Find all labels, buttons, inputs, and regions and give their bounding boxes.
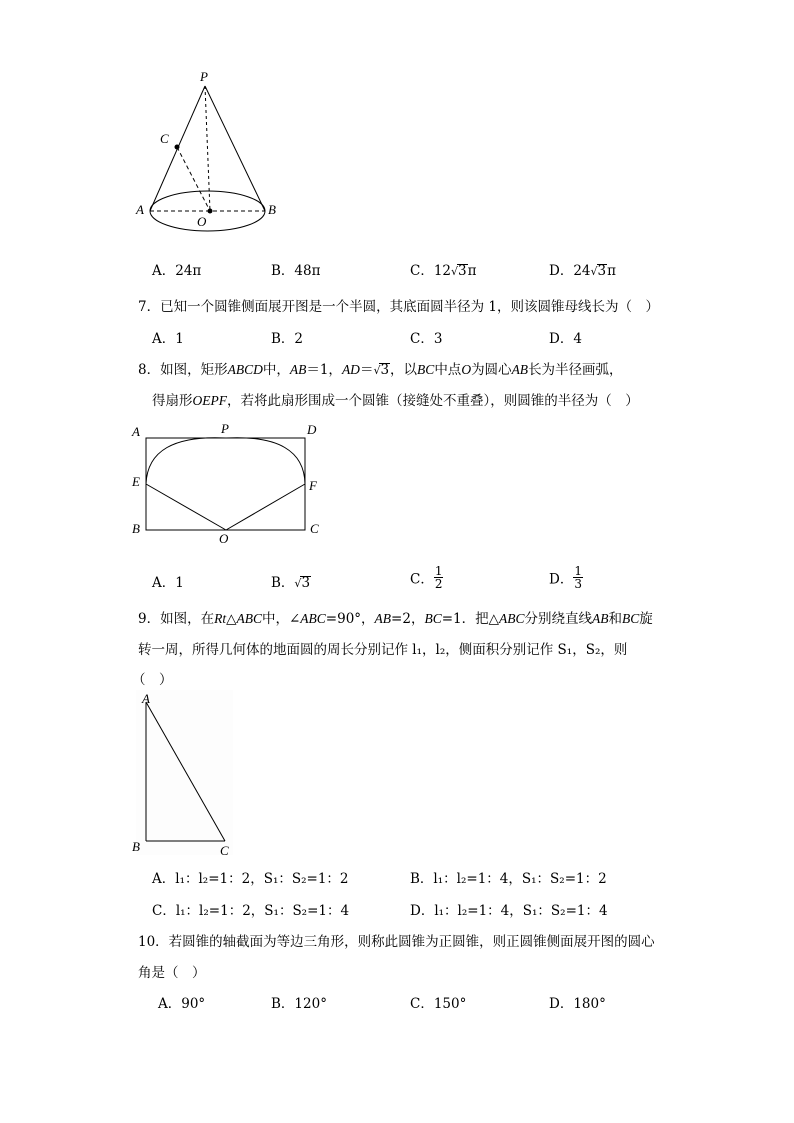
label-a: A: [142, 691, 150, 706]
q6-d-prefix: D．24: [549, 263, 591, 279]
point-o: [208, 209, 213, 214]
q9-option-a: A．l₁：l₂=1：2，S₁：S₂=1：2: [152, 871, 349, 887]
q8-d-num: 1: [574, 564, 582, 578]
q7-option-c: C．3: [410, 331, 443, 347]
q8-text: ABCD: [227, 362, 263, 377]
q9-text: 9．如图，在: [138, 611, 215, 627]
label-e: E: [132, 474, 140, 489]
q8-text: 中点: [434, 362, 462, 378]
q8-text: 为圆心: [471, 362, 512, 378]
label-p: P: [221, 421, 229, 436]
cone-right-edge: [205, 86, 265, 211]
q10-stem-line1: 10．若圆锥的轴截面为等边三角形，则称此圆锥为正圆锥，则正圆锥侧面展开图的圆心: [138, 934, 655, 950]
q8-stem-line1: 8．如图，矩形ABCD中，AB＝1，AD＝√3，以BC中点O为圆心AB长为半径画弧，: [138, 362, 623, 378]
q9-text: =2，: [391, 611, 425, 627]
q6-option-b: B．48π: [271, 263, 321, 279]
q9-text: Rt: [214, 611, 227, 626]
q8-text: OEPF: [192, 393, 227, 408]
q10-option-a: A．90°: [158, 996, 206, 1012]
cone-height-dashed: [205, 86, 210, 211]
q9-text: ABC: [499, 611, 525, 626]
q9-stem-line2: 转一周，所得几何体的地面圆的周长分别记作 l₁，l₂，侧面积分别记作 S₁，S₂，则: [138, 642, 628, 658]
q8-text: 得扇形: [152, 393, 193, 409]
label-p: P: [200, 69, 208, 84]
q10-option-c: C．150°: [410, 996, 467, 1012]
cone-base-back: [150, 191, 265, 211]
q9-stem-line3: （ ）: [132, 672, 173, 688]
q8-d-den: 3: [574, 577, 582, 591]
segment-of: [226, 484, 305, 530]
q8-c-fraction: [434, 565, 444, 590]
q7-option-b: B．2: [271, 331, 304, 347]
q8-option-d: [549, 565, 583, 590]
rectangle-abcd: [146, 438, 305, 530]
q9-text: AB: [592, 611, 609, 626]
q9-text: 分别绕直线: [524, 611, 593, 627]
q9-text: 中，∠: [261, 611, 301, 627]
q7-stem: 7．已知一个圆锥侧面展开图是一个半圆，其底面圆半径为 1，则该圆锥母线长为（ ）: [138, 299, 659, 315]
point-c: [175, 145, 180, 150]
q6-option-a: A．24π: [152, 263, 202, 279]
q9-text: ABC: [300, 611, 326, 626]
q8-b-prefix: B．: [271, 575, 295, 591]
q8-c-den: 2: [434, 577, 443, 591]
q6-c-rad: 3: [458, 263, 467, 279]
label-f: F: [309, 478, 317, 493]
q8-text: ＝: [359, 362, 374, 378]
q8-text: AD: [341, 362, 360, 377]
label-b: B: [132, 839, 140, 854]
cone-base-front: [150, 211, 265, 231]
label-b: B: [132, 521, 140, 536]
q9-stem-line1: [138, 607, 653, 627]
q8-text: AB: [289, 362, 307, 377]
q10-option-b: B．120°: [271, 996, 327, 1012]
q8-text: ，以: [390, 362, 418, 378]
q6-c-suffix: π: [467, 263, 477, 279]
q6-option-c: C．12√3π: [410, 263, 477, 279]
label-c: C: [310, 521, 319, 536]
q8-text: ，若将此扇形围成一个圆锥（接缝处不重叠），则圆锥的半径为（ ）: [227, 393, 639, 409]
q8-text: BC: [417, 362, 435, 377]
q8-stem-line2: [152, 389, 639, 409]
q8-text: 长为半径画弧，: [528, 362, 623, 378]
label-a: A: [136, 202, 144, 217]
q8-option-a: A．1: [152, 575, 184, 591]
q8-d-prefix: D．: [549, 571, 574, 588]
q6-c-prefix: C．12: [410, 263, 452, 279]
cone-figure: [130, 68, 290, 238]
label-o: O: [197, 214, 207, 229]
q8-text: 中，: [262, 362, 290, 378]
q8-c-prefix: C．: [410, 571, 434, 588]
q6-d-suffix: π: [607, 263, 616, 279]
q9-text: BC: [622, 611, 640, 626]
q7-option-d: D．4: [549, 331, 582, 347]
q9-option-c: C．l₁：l₂=1：2，S₁：S₂=1：4: [152, 903, 350, 919]
q8-b-rad: 3: [301, 575, 311, 591]
q9-option-d: D．l₁：l₂=1：4，S₁：S₂=1：4: [410, 903, 608, 919]
q10-stem-line2: 角是（ ）: [138, 965, 206, 981]
q9-text: ABC: [236, 611, 262, 626]
q9-text: =1．把△: [441, 611, 500, 627]
label-c: C: [160, 131, 169, 146]
cone-co-dashed: [177, 147, 210, 211]
label-d: D: [307, 422, 317, 437]
q8-c-num: 1: [434, 564, 443, 578]
q9-text: 和: [608, 611, 623, 627]
q6-option-d: D．24√3π: [549, 263, 616, 279]
q8-option-b: B．√3: [271, 575, 311, 591]
q9-text: △: [226, 611, 237, 627]
q8-sqrt: 3: [380, 362, 390, 378]
q8-text: AB: [511, 362, 529, 377]
q8-text: O: [461, 362, 472, 377]
q8-option-c: [410, 565, 443, 590]
label-o: O: [219, 531, 229, 546]
label-c: C: [220, 843, 229, 858]
label-b: B: [268, 202, 276, 217]
q9-text: AB: [374, 611, 392, 626]
q8-d-fraction: [573, 565, 583, 590]
rectangle-sector-figure: [128, 420, 328, 550]
right-triangle-figure: [128, 688, 248, 860]
q9-text: =90°，: [325, 611, 375, 627]
q8-text: ＝1，: [306, 362, 342, 378]
sector-arc: [146, 438, 305, 484]
q6-d-rad: 3: [597, 263, 607, 279]
q9-option-b: B．l₁：l₂=1：4，S₁：S₂=1：2: [410, 871, 607, 887]
q10-option-d: D．180°: [549, 996, 606, 1012]
q9-text: 旋: [639, 611, 653, 627]
segment-oe: [146, 484, 226, 530]
label-a: A: [132, 424, 140, 439]
q8-text: 8．如图，矩形: [138, 362, 228, 378]
q7-option-a: A．1: [152, 331, 184, 347]
q9-text: BC: [424, 611, 442, 626]
